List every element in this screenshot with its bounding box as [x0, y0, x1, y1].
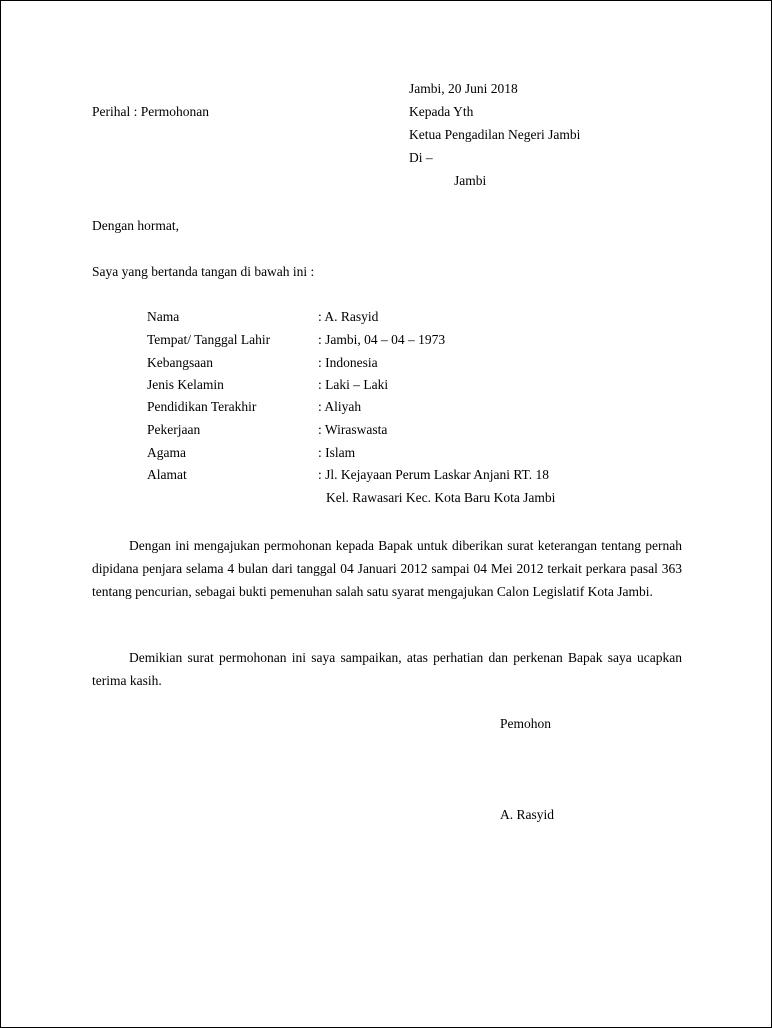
biodata-row [147, 398, 667, 416]
body-paragraph: Dengan ini mengajukan permohonan kepada Bapak untuk diberikan surat keterangan tentang pernah dipidana penjara selama 4 bulan dari tanggal 04 Januari 2012 sampai 04 Mei 2012 terkait perkara pasal 363 tentang pencurian, sebagai bukti pemenuhan salah satu syarat mengajukan Calon Legislatif Kota Jambi. [92, 538, 682, 599]
recipient-line: Kepada Yth [409, 104, 474, 119]
biodata-row [147, 308, 667, 326]
recipient-line: Ketua Pengadilan Negeri Jambi [409, 127, 581, 142]
biodata-row [147, 444, 667, 462]
recipient-line: Jambi [454, 173, 487, 188]
greeting: Dengan hormat, [92, 218, 179, 233]
biodata-value: : Laki – Laki [318, 377, 389, 392]
signer-name: A. Rasyid [500, 807, 554, 822]
biodata-label: Jenis Kelamin [147, 377, 224, 392]
signer-role: Pemohon [500, 716, 552, 731]
biodata-label: Pekerjaan [147, 422, 201, 437]
biodata-value: : Indonesia [318, 355, 378, 370]
biodata-label: Alamat [147, 467, 187, 482]
biodata-row [147, 354, 667, 372]
biodata-label: Agama [147, 445, 186, 460]
biodata-row [147, 421, 667, 439]
biodata-label: Kebangsaan [147, 355, 213, 370]
place-date: Jambi, 20 Juni 2018 [409, 81, 518, 96]
biodata-value: : Jl. Kejayaan Perum Laskar Anjani RT. 18 [318, 467, 550, 482]
intro-line: Saya yang bertanda tangan di bawah ini : [92, 264, 315, 279]
biodata-value: : Jambi, 04 – 04 – 1973 [318, 332, 446, 347]
biodata-label: Pendidikan Terakhir [147, 399, 257, 414]
biodata-value: : A. Rasyid [318, 309, 379, 324]
body-paragraph: Demikian surat permohonan ini saya sampaikan, atas perhatian dan perkenan Bapak saya ucapkan terima kasih. [92, 650, 682, 688]
biodata-label: Tempat/ Tanggal Lahir [147, 332, 271, 347]
biodata-label: Nama [147, 309, 180, 324]
biodata-value: : Aliyah [318, 399, 362, 414]
biodata-value: : Islam [318, 445, 356, 460]
subject-line: Perihal : Permohonan [92, 104, 209, 119]
address-line-2: Kel. Rawasari Kec. Kota Baru Kota Jambi [326, 490, 556, 505]
biodata-value: : Wiraswasta [318, 422, 388, 437]
biodata-row [147, 466, 667, 484]
biodata-row [147, 331, 667, 349]
recipient-line: Di – [409, 150, 433, 165]
biodata-row [147, 376, 667, 394]
